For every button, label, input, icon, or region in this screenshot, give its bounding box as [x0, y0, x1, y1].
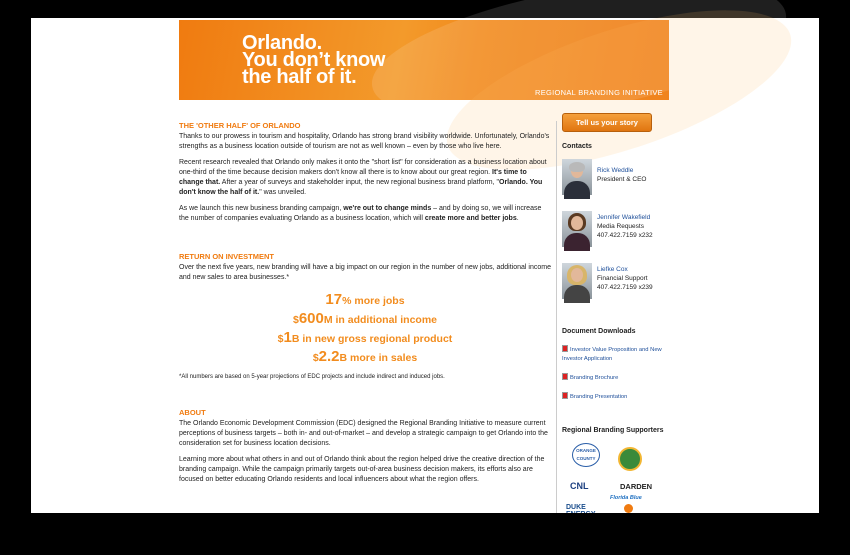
contact-role: Media Requests [597, 223, 644, 230]
other-half-paragraph-1: Thanks to our prowess in tourism and hospitality, Orlando has strong brand visibility worldwide. Unfortunately, Orlando's strengths as a business location outside of tourism are not as well known – even by those who live here. [179, 133, 550, 150]
supporter-darden-logo[interactable]: DARDEN [620, 482, 653, 491]
avatar-body [564, 181, 590, 199]
downloads-heading: Document Downloads [562, 328, 636, 335]
page-frame [31, 18, 819, 513]
text-bold: It's time to change that. [179, 169, 527, 186]
roi-paragraph: Over the next five years, new branding will have a big impact on our region in the number of new jobs, additional income and new sales to area businesses.* [179, 264, 551, 281]
stat-text: in additional income [332, 314, 438, 326]
contact-role: President & CEO [597, 176, 647, 183]
stat-income [179, 309, 551, 328]
stat-unit: % [342, 295, 352, 307]
about-paragraph-1: The Orlando Economic Development Commission (EDC) designed the Regional Branding Initiative to measure current perceptions of business targets – both in- and out-of-market – and develop a strategic campaign to get Orlando into the consideration set for business location decisions. [179, 420, 548, 447]
contact-name[interactable]: Liefke Cox [597, 266, 628, 273]
hero-title-line-2: You don’t know [242, 49, 386, 71]
avatar [562, 263, 592, 299]
other-half-paragraph-2 [179, 158, 551, 198]
text-run: " was unveiled. [259, 189, 307, 196]
stat-number: 600 [298, 310, 324, 327]
contact-info [597, 265, 653, 292]
supporter-cnl-logo[interactable]: CNL [570, 481, 589, 491]
hero-title-line-1: Orlando. [242, 32, 322, 54]
stat-number: 1 [283, 329, 292, 346]
hero-title-line-3: the half of it. [242, 66, 357, 88]
text-run: Recent research revealed that Orlando only makes it onto the "short list" for consideration as a business location about one-third of the time because decision makers don't know all there is to know about our great region. [179, 159, 547, 176]
other-half-heading: THE 'OTHER HALF' OF ORLANDO [179, 121, 301, 130]
window-bottom-bar [0, 513, 850, 555]
contact-info [597, 166, 647, 184]
contact-phone: 407.422.7159 x232 [597, 232, 653, 239]
download-label: Branding Brochure [570, 375, 619, 381]
avatar-head [571, 216, 583, 230]
other-half-paragraph-3 [179, 204, 551, 224]
contact-role: Financial Support [597, 275, 648, 282]
tell-your-story-button[interactable]: Tell us your story [562, 113, 652, 132]
download-label: Branding Presentation [570, 394, 628, 400]
contact-phone: 407.422.7159 x239 [597, 284, 653, 291]
avatar-body [564, 233, 590, 251]
stat-text: more jobs [351, 295, 405, 307]
contact-name[interactable]: Jennifer Wakefield [597, 214, 651, 221]
avatar-body [564, 285, 590, 303]
text-run: – and by doing so, we will increase the number of companies evaluating Orlando as a business location, which will [179, 205, 542, 222]
column-divider [556, 121, 557, 513]
main-content [179, 121, 551, 522]
supporter-seal-logo[interactable] [618, 447, 642, 471]
stat-prefix: $ [312, 352, 319, 364]
text-run: After a year of surveys and stakeholder input, the new regional business brand platform, " [220, 179, 499, 186]
stat-unit: M [323, 314, 333, 326]
supporter-duke-energy-logo[interactable]: DUKE [566, 504, 586, 511]
stat-gross-product [179, 328, 551, 347]
pdf-icon [562, 392, 568, 399]
stat-number: 17 [325, 291, 343, 308]
hero-title [242, 32, 386, 88]
stat-unit: B [291, 333, 300, 345]
text-run: . [516, 215, 519, 222]
text-bold: we're out to change minds [343, 205, 432, 212]
stat-sales [179, 347, 551, 366]
supporter-florida-blue-logo[interactable]: Florida Blue [610, 495, 642, 501]
pdf-icon [562, 345, 568, 352]
stat-prefix: $ [292, 314, 299, 326]
sidebar [562, 113, 672, 511]
supporters-heading: Regional Branding Supporters [562, 427, 664, 434]
supporter-orange-county-logo[interactable]: ORANGE COUNTY [572, 443, 600, 467]
hero-tagline: REGIONAL BRANDING INITIATIVE [534, 88, 663, 97]
roi-stats [179, 290, 551, 366]
pdf-icon [562, 373, 568, 380]
avatar-hair [569, 162, 585, 172]
contacts-heading: Contacts [562, 143, 592, 150]
stat-text: more in sales [347, 352, 418, 364]
stat-unit: B [339, 352, 348, 364]
hero-banner [179, 20, 669, 100]
download-branding-brochure[interactable] [562, 373, 618, 383]
avatar [562, 211, 592, 247]
download-branding-presentation[interactable] [562, 392, 627, 402]
text-bold: create more and better jobs [424, 215, 517, 222]
stat-text: in new gross regional product [299, 333, 453, 345]
stat-number: 2.2 [318, 348, 340, 365]
stat-jobs [179, 290, 551, 309]
avatar-head [571, 268, 583, 282]
roi-heading: RETURN ON INVESTMENT [179, 252, 275, 261]
text-bold: Orlando. You don't know the half of it. [179, 179, 543, 196]
stat-prefix: $ [277, 333, 284, 345]
contact-name[interactable]: Rick Weddle [597, 167, 634, 174]
roi-footnote: *All numbers are based on 5-year projections of EDC projects and include indirect and induced jobs. [179, 374, 445, 380]
about-heading: ABOUT [179, 408, 206, 417]
download-label: Investor Value Proposition and New [570, 347, 662, 353]
avatar [562, 159, 592, 195]
download-investor-application[interactable] [562, 345, 662, 364]
supporter-full-sail-emblem [624, 504, 633, 513]
download-label: Investor Application [562, 356, 613, 362]
text-run: As we launch this new business branding campaign, [179, 205, 344, 212]
contact-info [597, 213, 653, 240]
about-paragraph-2: Learning more about what others in and out of Orlando think about the region helped drive the creative direction of the branding campaign. While the campaign primarily targets out-of-area business decision makers, its efforts also are focused on better educating Orlando residents and local influencers about what the region offers. [179, 456, 545, 483]
